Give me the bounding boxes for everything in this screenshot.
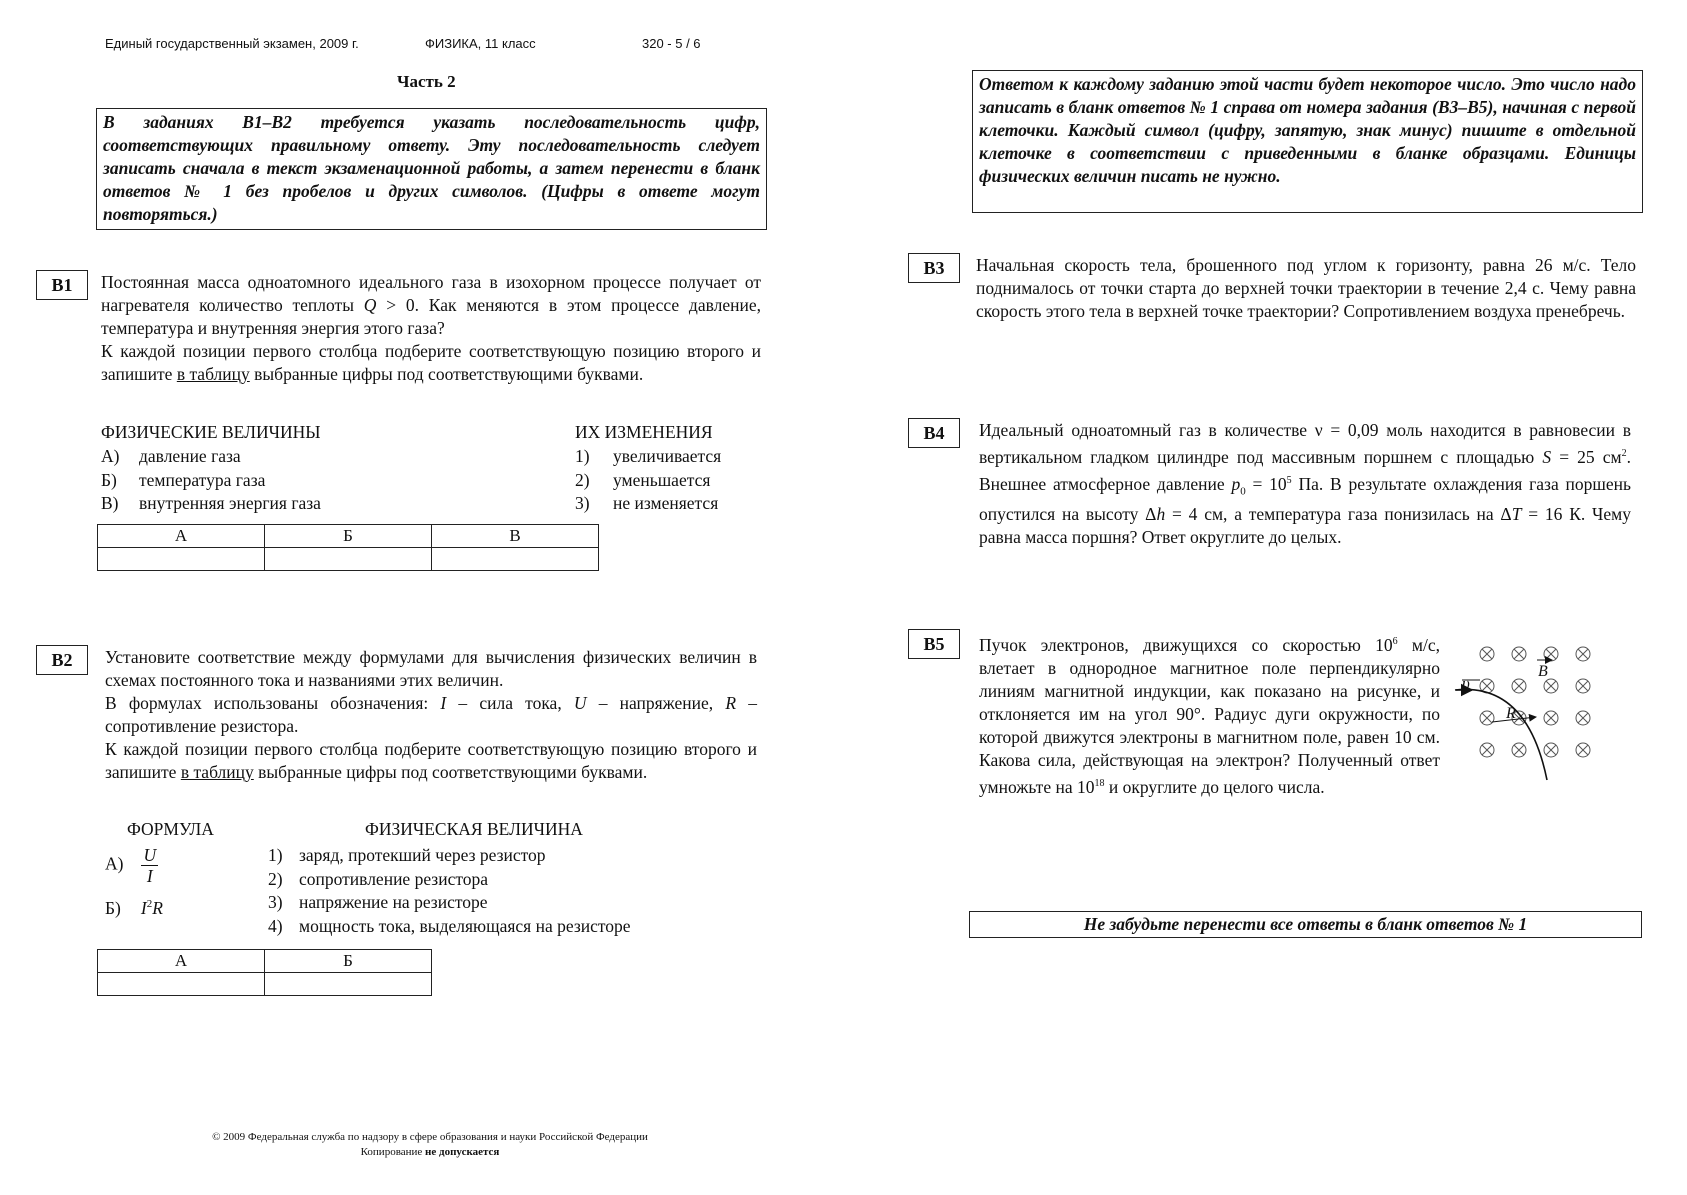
b1-right-list bbox=[575, 445, 721, 516]
b2-p2-a: В формулах использованы обозначения: bbox=[105, 693, 441, 713]
b4-h-symbol: h bbox=[1156, 504, 1166, 525]
b1-right-label: 2) bbox=[575, 469, 590, 490]
page-number: 320 - 5 / 6 bbox=[642, 36, 701, 51]
b1-right-text: не изменяется bbox=[613, 493, 719, 513]
b2-answer-cell[interactable] bbox=[98, 973, 265, 996]
cross-circle-icon bbox=[1480, 647, 1494, 661]
b2-right-label: 4) bbox=[268, 915, 283, 936]
instructions-box-right: Ответом к каждому заданию этой части будет некоторое число. Это число надо записать в бланк ответов № 1 справа от номера задания (В3–В5), начиная с первой клеточки. Каждый символ (цифру, запятую, знак минус) пишите в отдельной клеточке в соответствии с приведенными в бланке образцами. Единицы физических величин писать не нужно. bbox=[972, 70, 1643, 213]
b2-formula-b bbox=[105, 893, 163, 920]
b5-t2: м/с, влетает в однородное магнитное поле перпендикулярно линиям магнитной индукции, как показано на рисунке, и отклоняется им на угол 90°. Радиус дуги окружности, по которой движутся электроны в магнитном поле, равен 10 см. Какова сила, действующая на электрон? Полученный ответ умножьте на 10 bbox=[979, 634, 1440, 797]
copy-notice bbox=[130, 1145, 730, 1160]
b2-formula-b-base: I bbox=[140, 897, 147, 918]
b1-left-label: А) bbox=[101, 446, 120, 466]
b4-sq-exp: 2 bbox=[1621, 448, 1627, 459]
cross-circle-icon bbox=[1544, 679, 1558, 693]
b2-answer-input-row bbox=[98, 973, 432, 996]
task-b1-text bbox=[101, 271, 761, 386]
b1-left-item bbox=[101, 469, 321, 493]
b1-right-text: увеличивается bbox=[613, 446, 722, 466]
b1-right-item bbox=[575, 492, 721, 516]
b1-col2-header: ИХ ИЗМЕНЕНИЯ bbox=[575, 422, 713, 442]
b4-t4: = 10 bbox=[1245, 473, 1287, 494]
cross-circle-icon bbox=[1576, 647, 1590, 661]
b2-formula-a-numerator: U bbox=[143, 845, 157, 865]
b1-answer-header: А bbox=[98, 525, 265, 548]
b2-right-text: мощность тока, выделяющаяся на резисторе bbox=[299, 915, 631, 936]
cross-circle-icon bbox=[1512, 743, 1526, 757]
b2-col2-header: ФИЗИЧЕСКАЯ ВЕЛИЧИНА bbox=[365, 819, 583, 839]
b4-t2: = 25 см bbox=[1551, 446, 1622, 467]
b1-answer-header: Б bbox=[265, 525, 432, 548]
b2-right-label: 1) bbox=[268, 845, 283, 865]
cross-circle-icon bbox=[1576, 743, 1590, 757]
b1-right-text: уменьшается bbox=[613, 469, 711, 490]
subject-label: ФИЗИКА, 11 класс bbox=[425, 36, 536, 51]
task-b1-tag: В1 bbox=[36, 270, 88, 300]
b2-i-symbol: I bbox=[440, 693, 447, 713]
task-b3-tag: В3 bbox=[908, 253, 960, 283]
b2-p2-b: – сила тока, bbox=[446, 693, 574, 713]
magnetic-field-figure bbox=[1452, 640, 1612, 785]
b1-col1-header: ФИЗИЧЕСКИЕ ВЕЛИЧИНЫ bbox=[101, 422, 321, 442]
b1-answer-cell[interactable] bbox=[432, 548, 599, 571]
b2-answer-cell[interactable] bbox=[265, 973, 432, 996]
b2-answer-header: А bbox=[98, 950, 265, 973]
b2-right-label: 3) bbox=[268, 892, 283, 912]
b2-p2-c: – напряжение, bbox=[586, 693, 726, 713]
b1-left-item bbox=[101, 492, 321, 516]
b2-table-ref: в таблицу bbox=[180, 762, 254, 782]
instructions-box-left: В заданиях В1–В2 требуется указать последовательность цифр, соответствующих правильному ответу. Эту последовательность следует записать сначала в текст экзаменационной работы, а затем перенести в бланк ответов № 1 без пробелов и других символов. (Цифры в ответе могут повторяться.) bbox=[96, 108, 767, 230]
b5-exp2: 18 bbox=[1094, 777, 1105, 789]
copyright-line: © 2009 Федеральная служба по надзору в сфере образования и науки Российской Федерации bbox=[212, 1131, 648, 1143]
b1-p1-a: Постоянная масса одноатомного идеального газа в изохорном процессе получает от нагревателя количество теплоты bbox=[101, 272, 761, 315]
b2-formula-b-label: Б) bbox=[105, 897, 121, 918]
b2-right-list bbox=[268, 844, 631, 938]
b2-u-symbol: U bbox=[573, 693, 587, 713]
b1-q-symbol: Q bbox=[363, 295, 377, 315]
b1-answer-table bbox=[97, 524, 599, 571]
b1-left-item bbox=[101, 445, 321, 469]
b2-right-text: сопротивление резистора bbox=[299, 868, 489, 889]
task-b2-text bbox=[105, 646, 757, 784]
b2-col1-header: ФОРМУЛА bbox=[127, 819, 214, 839]
b2-formula-a-fraction bbox=[141, 845, 158, 886]
task-b2-paragraph-3 bbox=[105, 738, 757, 784]
cross-circle-icon bbox=[1512, 679, 1526, 693]
task-b2-paragraph-1: Установите соответствие между формулами для вычисления физических величин в схемах постоянного тока и названиями этих величин. bbox=[105, 647, 757, 690]
b1-table-ref: в таблицу bbox=[176, 364, 250, 384]
task-b1-paragraph-1 bbox=[101, 271, 761, 340]
b4-p-subscript: 0 bbox=[1240, 485, 1246, 498]
b1-p2-a: К каждой позиции первого столбца подберите соответствующую позицию второго и запишите bbox=[101, 341, 761, 384]
footer bbox=[130, 1130, 730, 1160]
b4-t6: = 4 см, а температура газа понизилась на Δ bbox=[1165, 504, 1512, 525]
b4-t5: Па. В результате охлаждения газа поршень опустился на высоту Δ bbox=[979, 473, 1631, 525]
b2-right-text: напряжение на резисторе bbox=[299, 892, 488, 912]
b1-answer-header: В bbox=[432, 525, 599, 548]
task-b4-text bbox=[979, 419, 1631, 549]
b5-t1: Пучок электронов, движущихся со скоростью 10 bbox=[979, 634, 1393, 655]
b1-left-text: давление газа bbox=[139, 446, 241, 466]
b2-formula-b-exp: 2 bbox=[146, 898, 153, 910]
cross-circle-icon bbox=[1544, 647, 1558, 661]
b4-p-symbol: p bbox=[1231, 473, 1241, 494]
b4-t7: = 16 К. Чему равна масса поршня? Ответ округлите до целых. bbox=[979, 504, 1631, 548]
cross-circle-icon bbox=[1576, 679, 1590, 693]
b1-answer-cell[interactable] bbox=[98, 548, 265, 571]
b4-t-symbol: T bbox=[1511, 504, 1522, 525]
b2-right-text: заряд, протекший через резистор bbox=[299, 845, 546, 865]
task-b2-tag: В2 bbox=[36, 645, 88, 675]
reminder-box: Не забудьте перенести все ответы в бланк ответов № 1 bbox=[969, 911, 1642, 938]
copy-notice-emphasis: не допускается bbox=[425, 1146, 500, 1158]
b1-p1-b: > 0. Как меняются в этом процессе давление, температура и внутренняя энергия этого газа? bbox=[101, 295, 761, 338]
b2-formula-a-denominator: I bbox=[146, 866, 153, 886]
b2-p3-a: К каждой позиции первого столбца подберите соответствующую позицию второго и запишите bbox=[105, 739, 757, 782]
b2-r-symbol: R bbox=[725, 693, 737, 713]
b2-right-label: 2) bbox=[268, 868, 283, 889]
task-b3-text: Начальная скорость тела, брошенного под углом к горизонту, равна 26 м/с. Тело поднималось от точки старта до верхней точки траектории в течение 2,4 с. Чему равна скорость этого тела в верхней точке траектории? Сопротивлением воздуха пренебречь. bbox=[976, 255, 1636, 321]
b1-answer-cell[interactable] bbox=[265, 548, 432, 571]
cross-circle-icon bbox=[1576, 711, 1590, 725]
radius-label: R bbox=[1506, 705, 1516, 722]
b2-right-item bbox=[268, 915, 631, 939]
b2-answer-table bbox=[97, 949, 432, 996]
cross-circle-icon bbox=[1544, 711, 1558, 725]
b1-right-item bbox=[575, 445, 721, 469]
b2-answer-header-row bbox=[98, 950, 432, 973]
b2-formula-a-label: А) bbox=[105, 853, 124, 874]
part-title: Часть 2 bbox=[397, 72, 456, 91]
velocity-label: υ bbox=[1462, 674, 1470, 693]
b1-left-label: Б) bbox=[101, 469, 117, 490]
b1-left-text: температура газа bbox=[139, 469, 266, 490]
b2-right-item bbox=[268, 868, 631, 892]
cross-circle-icon bbox=[1480, 711, 1494, 725]
b1-right-label: 1) bbox=[575, 446, 590, 466]
b2-p2-d: – сопротивление резистора. bbox=[105, 693, 757, 736]
cross-circle-icon bbox=[1512, 647, 1526, 661]
task-b1-paragraph-2 bbox=[101, 340, 761, 386]
b2-formula-b-r: R bbox=[152, 897, 163, 918]
b2-answer-header: Б bbox=[265, 950, 432, 973]
b5-t3: и округлите до целого числа. bbox=[1104, 776, 1325, 797]
b1-right-label: 3) bbox=[575, 493, 590, 513]
b1-p2-b: выбранные цифры под соответствующими буквами. bbox=[249, 364, 644, 384]
b2-right-item bbox=[268, 891, 631, 915]
b1-answer-header-row bbox=[98, 525, 599, 548]
b1-left-text: внутренняя энергия газа bbox=[139, 493, 321, 513]
electron-trajectory bbox=[1455, 689, 1547, 780]
b2-p3-b: выбранные цифры под соответствующими буквами. bbox=[253, 762, 648, 782]
b2-formula-a bbox=[105, 845, 158, 886]
b4-t1: Идеальный одноатомный газ в количестве ν = 0,09 моль находится в равновесии в вертикальном гладком цилиндре под массивным поршнем с площадью bbox=[979, 420, 1631, 467]
copy-notice-prefix: Копирование bbox=[360, 1146, 426, 1158]
task-b2-paragraph-2 bbox=[105, 692, 757, 738]
cross-circle-icon bbox=[1480, 743, 1494, 757]
task-b5-text bbox=[979, 630, 1440, 799]
task-b4-tag: В4 bbox=[908, 418, 960, 448]
b1-answer-input-row bbox=[98, 548, 599, 571]
b1-left-label: В) bbox=[101, 493, 119, 513]
b1-right-item bbox=[575, 469, 721, 493]
b-field-label: B bbox=[1538, 663, 1548, 680]
b1-left-list bbox=[101, 445, 321, 516]
b4-exp: 5 bbox=[1286, 474, 1292, 486]
exam-title: Единый государственный экзамен, 2009 г. bbox=[105, 36, 359, 51]
task-b5-tag: В5 bbox=[908, 629, 960, 659]
cross-circle-icon bbox=[1544, 743, 1558, 757]
b5-exp: 6 bbox=[1392, 636, 1398, 647]
b4-s-symbol: S bbox=[1542, 446, 1552, 467]
b2-right-item bbox=[268, 844, 631, 868]
b4-t3: . Внешнее атмосферное давление bbox=[979, 446, 1631, 494]
